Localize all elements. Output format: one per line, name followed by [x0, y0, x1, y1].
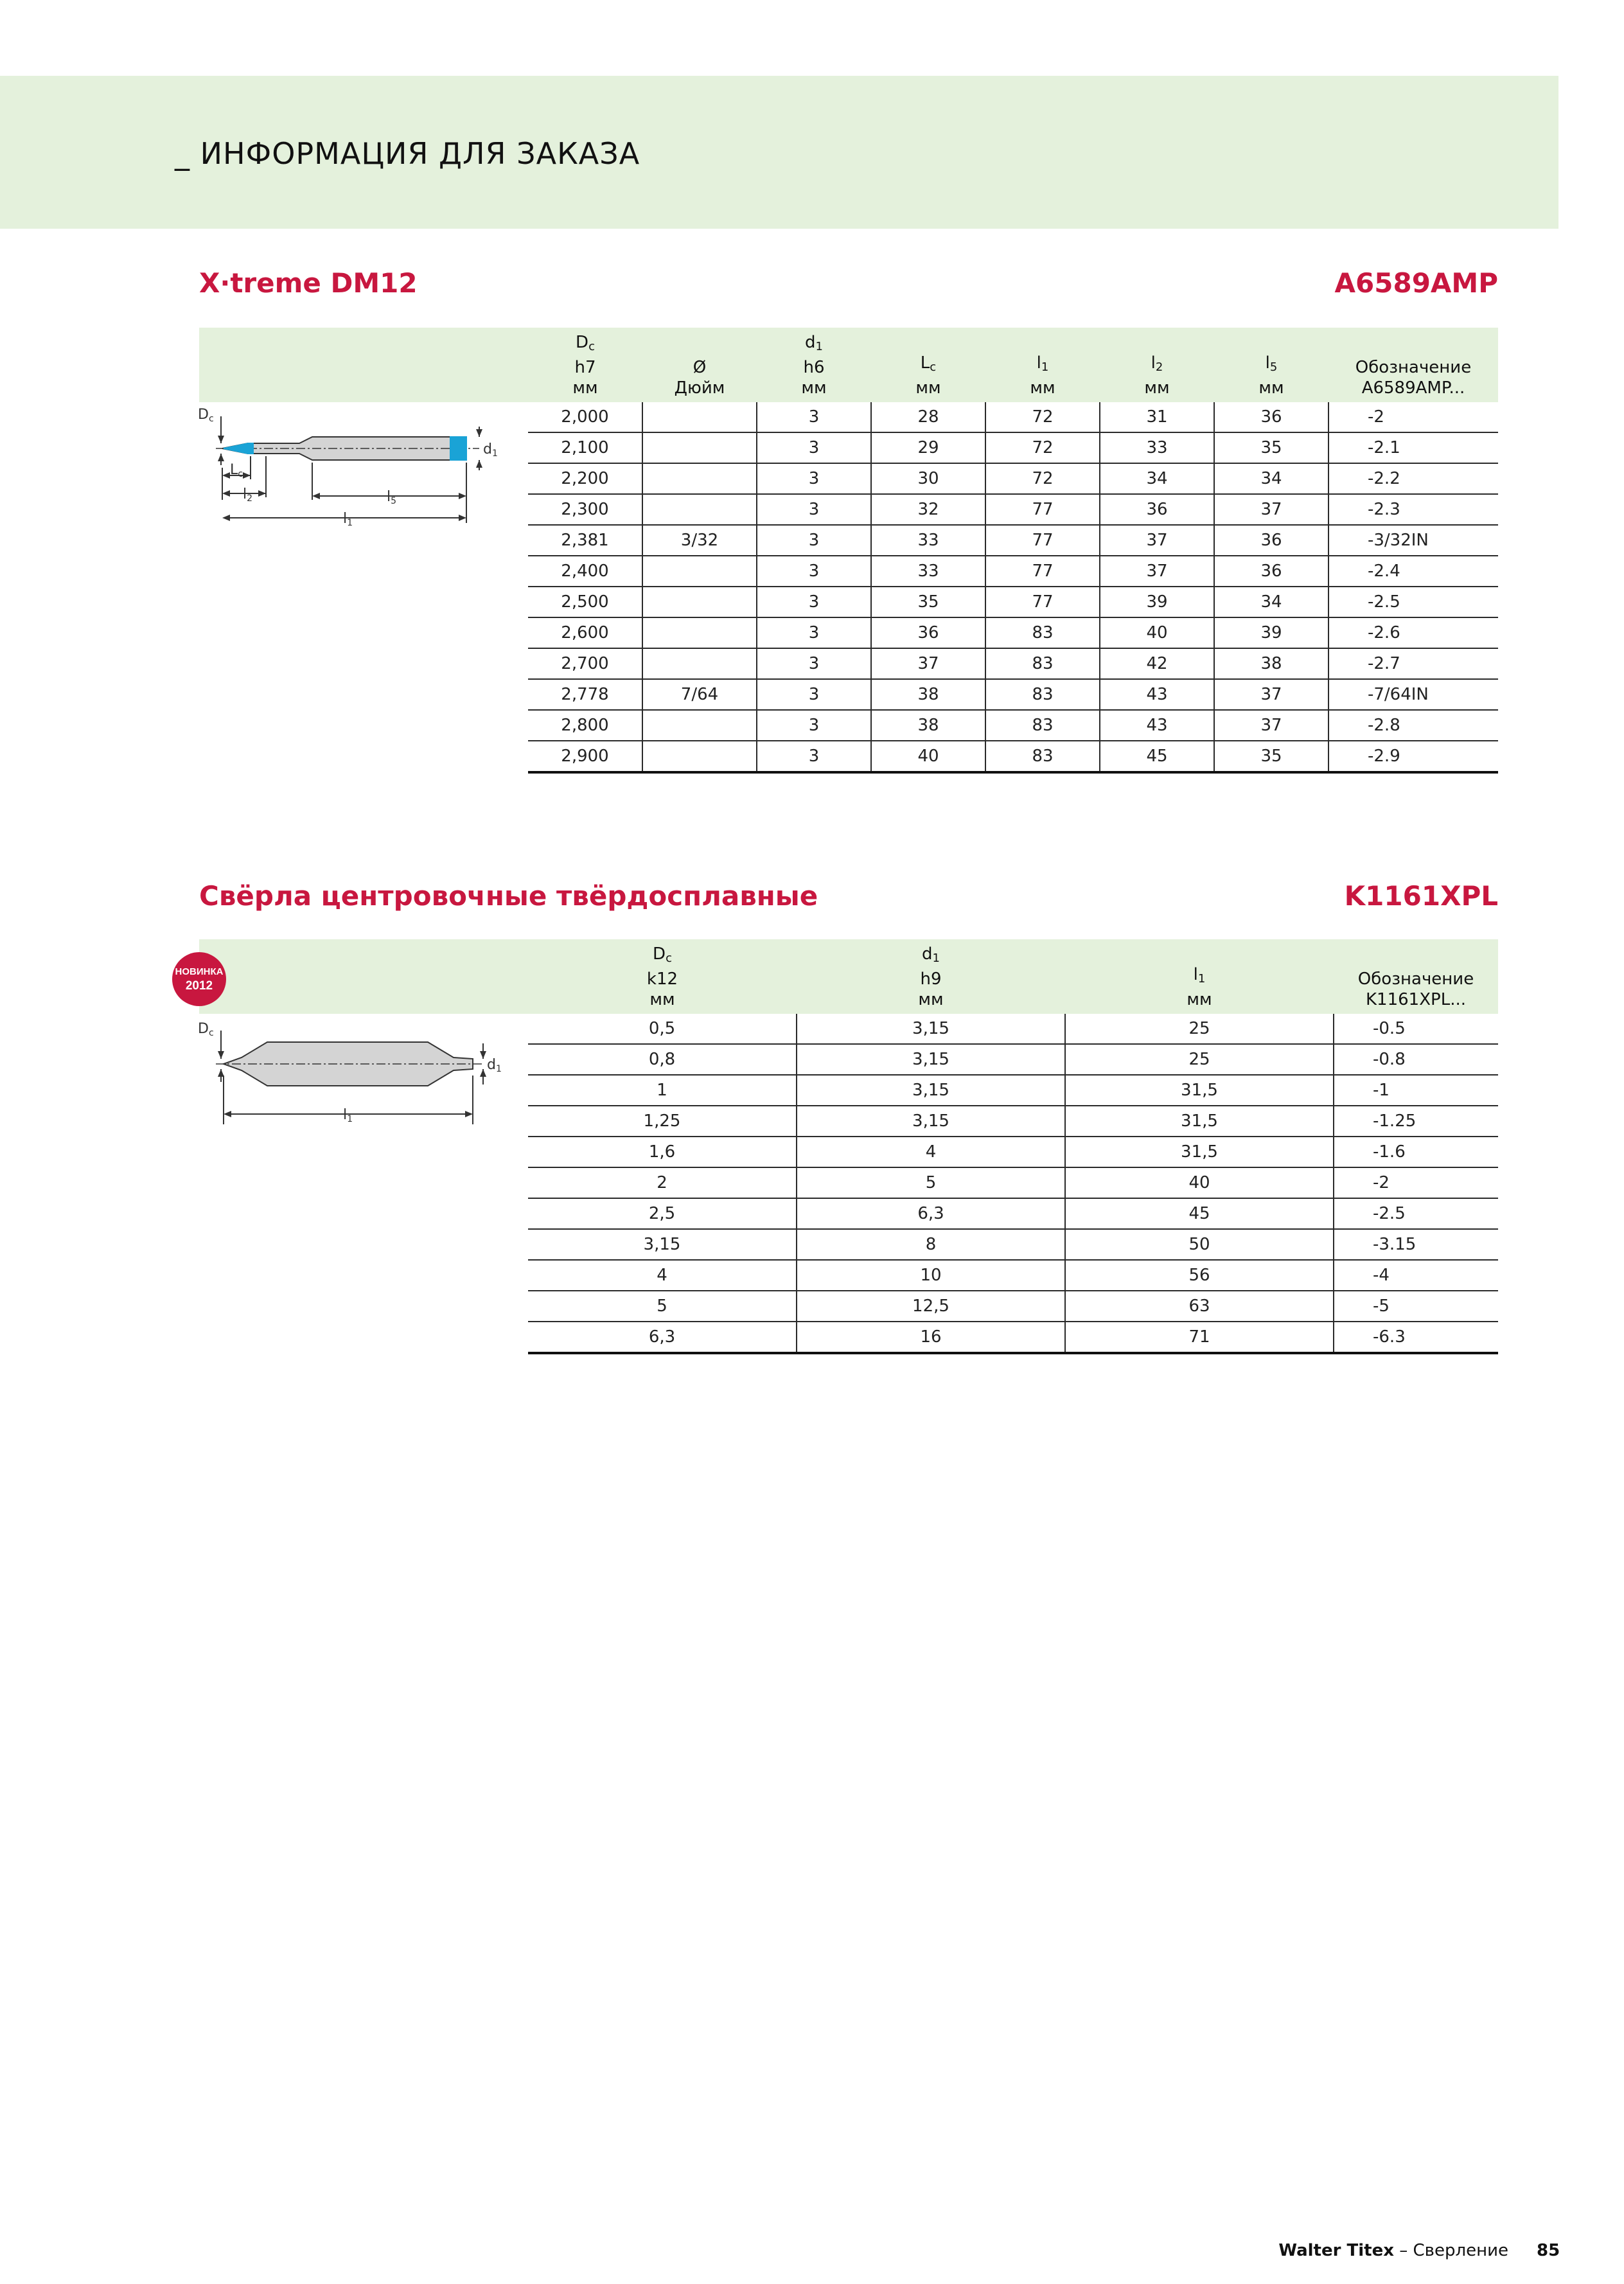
table-cell: [642, 617, 757, 648]
table-cell: 1,25: [528, 1106, 797, 1137]
table-cell: -1: [1334, 1075, 1498, 1106]
table-cell: 83: [985, 741, 1100, 772]
table-cell: 42: [1100, 648, 1214, 679]
drawing-cell: [199, 494, 528, 525]
table-cell: 3: [757, 525, 871, 556]
table-cell: 3: [757, 741, 871, 772]
table-cell: 33: [871, 556, 985, 587]
drawing-cell: [199, 432, 528, 463]
table-cell: 2,5: [528, 1198, 797, 1229]
table-cell: 0,5: [528, 1014, 797, 1044]
table-cell: -2.4: [1328, 556, 1498, 587]
table-cell: -3.15: [1334, 1229, 1498, 1260]
table-cell: 3: [757, 648, 871, 679]
table-cell: 2,500: [528, 587, 642, 617]
table-cell: 36: [1100, 494, 1214, 525]
table-cell: -3/32IN: [1328, 525, 1498, 556]
table-cell: [642, 402, 757, 432]
table-cell: 3,15: [797, 1014, 1065, 1044]
table-cell: 3: [757, 402, 871, 432]
table-row: [199, 556, 1498, 587]
table-cell: 71: [1065, 1322, 1334, 1353]
table-cell: 33: [1100, 432, 1214, 463]
table-row: [199, 1137, 1498, 1167]
table-cell: 3: [757, 432, 871, 463]
drawing-cell: [199, 1260, 528, 1291]
table-cell: 63: [1065, 1291, 1334, 1322]
table-cell: 3: [757, 617, 871, 648]
drawing-cell: [199, 556, 528, 587]
table-row: [199, 402, 1498, 432]
table-cell: 40: [1100, 617, 1214, 648]
table-row: [199, 679, 1498, 710]
table-cell: -1.6: [1334, 1137, 1498, 1167]
table-cell: -2: [1328, 402, 1498, 432]
drawing-cell: [199, 1044, 528, 1075]
table-cell: 37: [1214, 494, 1328, 525]
table-cell: 3,15: [797, 1044, 1065, 1075]
svg-text:l5: l5: [387, 489, 397, 506]
table-cell: 83: [985, 679, 1100, 710]
table-cell: 3,15: [797, 1075, 1065, 1106]
page-title: _ ИНФОРМАЦИЯ ДЛЯ ЗАКАЗА: [175, 136, 640, 171]
table-cell: -2: [1334, 1167, 1498, 1198]
table-cell: -7/64IN: [1328, 679, 1498, 710]
header-l1: $l_1$ мм: [1187, 965, 1212, 1009]
table-cell: 4: [528, 1260, 797, 1291]
table-cell: [642, 587, 757, 617]
table-cell: 3: [757, 710, 871, 741]
table-cell: 25: [1065, 1044, 1334, 1075]
table-cell: 16: [797, 1322, 1065, 1353]
table-cell: 50: [1065, 1229, 1334, 1260]
header-designation: Обозначение A6589AMP...: [1355, 358, 1472, 398]
section1-header-row: [199, 328, 1498, 402]
table-cell: -4: [1334, 1260, 1498, 1291]
drawing-cell: [199, 710, 528, 741]
table-cell: [642, 648, 757, 679]
section1-table: [199, 328, 1498, 774]
table-cell: 34: [1100, 463, 1214, 494]
table-cell: 3: [757, 556, 871, 587]
section1-title: X·treme DM12: [199, 267, 418, 299]
drawing-cell: [199, 648, 528, 679]
table-cell: 38: [871, 710, 985, 741]
table-cell: 35: [1214, 432, 1328, 463]
table-cell: 83: [985, 617, 1100, 648]
table-row: [199, 463, 1498, 494]
drawing-cell: [199, 1014, 528, 1044]
footer-section: Сверление: [1413, 2241, 1508, 2260]
table-row: [199, 1167, 1498, 1198]
svg-text:Lc: Lc: [230, 462, 243, 479]
table-row: [199, 1291, 1498, 1322]
table-cell: -2.5: [1328, 587, 1498, 617]
footer-separator: –: [1393, 2241, 1413, 2260]
header-designation: Обозначение K1161XPL...: [1357, 969, 1474, 1009]
table-cell: 3,15: [797, 1106, 1065, 1137]
table-row: [199, 587, 1498, 617]
drawing-cell: [199, 679, 528, 710]
table-cell: 45: [1065, 1198, 1334, 1229]
table-cell: 2: [528, 1167, 797, 1198]
drawing-cell: [199, 1291, 528, 1322]
table-cell: 2,300: [528, 494, 642, 525]
drawing-cell: [199, 617, 528, 648]
table-cell: [642, 494, 757, 525]
table-cell: 72: [985, 402, 1100, 432]
table-cell: 36: [1214, 402, 1328, 432]
table-cell: -5: [1334, 1291, 1498, 1322]
table-cell: -0.8: [1334, 1044, 1498, 1075]
svg-text:d1: d1: [483, 441, 498, 459]
table-cell: 38: [1214, 648, 1328, 679]
table-cell: -2.8: [1328, 710, 1498, 741]
table-row: [199, 1229, 1498, 1260]
table-cell: 39: [1100, 587, 1214, 617]
svg-text:d1: d1: [487, 1057, 502, 1074]
table-cell: 37: [1214, 710, 1328, 741]
table-cell: 37: [1214, 679, 1328, 710]
table-row: [199, 1044, 1498, 1075]
table-row: [199, 1014, 1498, 1044]
table-cell: 36: [871, 617, 985, 648]
table-cell: 36: [1214, 525, 1328, 556]
table-row: [199, 1322, 1498, 1353]
table-cell: 5: [528, 1291, 797, 1322]
drawing-cell: [199, 463, 528, 494]
table-row: [199, 617, 1498, 648]
table-row: [199, 1260, 1498, 1291]
drawing-cell: [199, 1137, 528, 1167]
footer: [1278, 2241, 1508, 2260]
table-cell: 38: [871, 679, 985, 710]
table-cell: 72: [985, 463, 1100, 494]
table-cell: 56: [1065, 1260, 1334, 1291]
table-cell: 43: [1100, 710, 1214, 741]
table-cell: 77: [985, 556, 1100, 587]
table-cell: -2.7: [1328, 648, 1498, 679]
table-cell: -2.1: [1328, 432, 1498, 463]
table-cell: 31,5: [1065, 1106, 1334, 1137]
table-cell: 1,6: [528, 1137, 797, 1167]
table-cell: 37: [1100, 556, 1214, 587]
drawing-header-cell: [199, 939, 528, 1014]
drawing-cell: [199, 741, 528, 772]
drawing-header-cell: [199, 328, 528, 402]
table-cell: 2,400: [528, 556, 642, 587]
section2-header-row: [199, 939, 1498, 1014]
table-cell: 10: [797, 1260, 1065, 1291]
table-cell: 3/32: [642, 525, 757, 556]
header-lc: $L_c$ мм: [915, 353, 941, 398]
svg-text:l2: l2: [243, 486, 253, 504]
drawing-cell: [199, 587, 528, 617]
table-row: [199, 525, 1498, 556]
section2-title: Свёрла центровочные твёрдосплавные: [199, 880, 818, 912]
table-cell: 3: [757, 679, 871, 710]
table-row: [199, 1075, 1498, 1106]
table-cell: 31: [1100, 402, 1214, 432]
table-cell: 2,700: [528, 648, 642, 679]
drawing-cell: [199, 525, 528, 556]
table-cell: 34: [1214, 587, 1328, 617]
header-l5: $l_5$ мм: [1258, 353, 1284, 398]
table-cell: 2,600: [528, 617, 642, 648]
table-row: [199, 1106, 1498, 1137]
drawing-cell: [199, 402, 528, 432]
table-cell: 28: [871, 402, 985, 432]
table-cell: 0,8: [528, 1044, 797, 1075]
header-dc: $D_c$ k12 мм: [646, 944, 678, 1009]
table-cell: 31,5: [1065, 1075, 1334, 1106]
table-cell: 77: [985, 525, 1100, 556]
drawing-cell: [199, 1198, 528, 1229]
svg-text:Dc: Dc: [198, 407, 214, 424]
table-cell: 33: [871, 525, 985, 556]
table-cell: [642, 710, 757, 741]
drawing-cell: [199, 1322, 528, 1353]
table-cell: 30: [871, 463, 985, 494]
table-cell: 1: [528, 1075, 797, 1106]
table-cell: 12,5: [797, 1291, 1065, 1322]
table-cell: 72: [985, 432, 1100, 463]
table-cell: 6,3: [797, 1198, 1065, 1229]
table-cell: [642, 556, 757, 587]
table-cell: [642, 432, 757, 463]
drawing-cell: [199, 1229, 528, 1260]
table-cell: 77: [985, 494, 1100, 525]
footer-brand: Walter Titex: [1278, 2241, 1394, 2260]
badge-line1: НОВИНКА: [175, 966, 224, 977]
table-cell: -6.3: [1334, 1322, 1498, 1353]
table-cell: -1.25: [1334, 1106, 1498, 1137]
table-row: [199, 432, 1498, 463]
header-inch: Ø Дюйм: [674, 358, 725, 398]
table-cell: 35: [871, 587, 985, 617]
table-cell: 3: [757, 463, 871, 494]
table-cell: 36: [1214, 556, 1328, 587]
section2-code: K1161XPL: [1344, 880, 1498, 912]
table-cell: 39: [1214, 617, 1328, 648]
table-cell: 40: [1065, 1167, 1334, 1198]
svg-text:l1: l1: [343, 1107, 353, 1124]
header-dc: $D_c$ h7 мм: [572, 333, 598, 398]
badge-line2: 2012: [185, 979, 213, 993]
table-cell: 83: [985, 648, 1100, 679]
table-cell: 2,900: [528, 741, 642, 772]
table-row: [199, 648, 1498, 679]
table-cell: -2.5: [1334, 1198, 1498, 1229]
table-cell: [642, 463, 757, 494]
table-cell: 2,000: [528, 402, 642, 432]
table-cell: -2.6: [1328, 617, 1498, 648]
table-cell: 2,200: [528, 463, 642, 494]
drawing-cell: [199, 1106, 528, 1137]
table-cell: 45: [1100, 741, 1214, 772]
table-cell: 3: [757, 494, 871, 525]
svg-text:l1: l1: [343, 511, 353, 528]
table-cell: 83: [985, 710, 1100, 741]
table-cell: 40: [871, 741, 985, 772]
drawing-cell: [199, 1167, 528, 1198]
table-row: [199, 1198, 1498, 1229]
header-d1: $d_1$ h6 мм: [801, 333, 827, 398]
table-cell: -2.2: [1328, 463, 1498, 494]
table-cell: 4: [797, 1137, 1065, 1167]
table-cell: 43: [1100, 679, 1214, 710]
table-cell: -2.9: [1328, 741, 1498, 772]
table-row: [199, 710, 1498, 741]
page-number: 85: [1537, 2241, 1560, 2260]
svg-text:Dc: Dc: [198, 1021, 214, 1038]
table-cell: 8: [797, 1229, 1065, 1260]
header-l1: $l_1$ мм: [1030, 353, 1055, 398]
table-cell: [642, 741, 757, 772]
table-cell: 29: [871, 432, 985, 463]
table-cell: 2,778: [528, 679, 642, 710]
header-l2: $l_2$ мм: [1144, 353, 1170, 398]
table-cell: 5: [797, 1167, 1065, 1198]
table-cell: 2,381: [528, 525, 642, 556]
table-cell: 32: [871, 494, 985, 525]
table-cell: 31,5: [1065, 1137, 1334, 1167]
table-cell: 3: [757, 587, 871, 617]
table-row: [199, 741, 1498, 772]
table-cell: 35: [1214, 741, 1328, 772]
table-cell: 3,15: [528, 1229, 797, 1260]
table-cell: 2,800: [528, 710, 642, 741]
table-cell: 25: [1065, 1014, 1334, 1044]
section1-code: A6589AMP: [1334, 267, 1498, 299]
section2-table: [199, 939, 1498, 1354]
table-cell: 77: [985, 587, 1100, 617]
table-cell: 7/64: [642, 679, 757, 710]
table-cell: 37: [1100, 525, 1214, 556]
table-cell: 34: [1214, 463, 1328, 494]
table-cell: -0.5: [1334, 1014, 1498, 1044]
table-cell: 6,3: [528, 1322, 797, 1353]
table-cell: 37: [871, 648, 985, 679]
drawing-cell: [199, 1075, 528, 1106]
table-row: [199, 494, 1498, 525]
table-cell: 2,100: [528, 432, 642, 463]
header-d1: $d_1$ h9 мм: [918, 944, 944, 1009]
table-cell: -2.3: [1328, 494, 1498, 525]
